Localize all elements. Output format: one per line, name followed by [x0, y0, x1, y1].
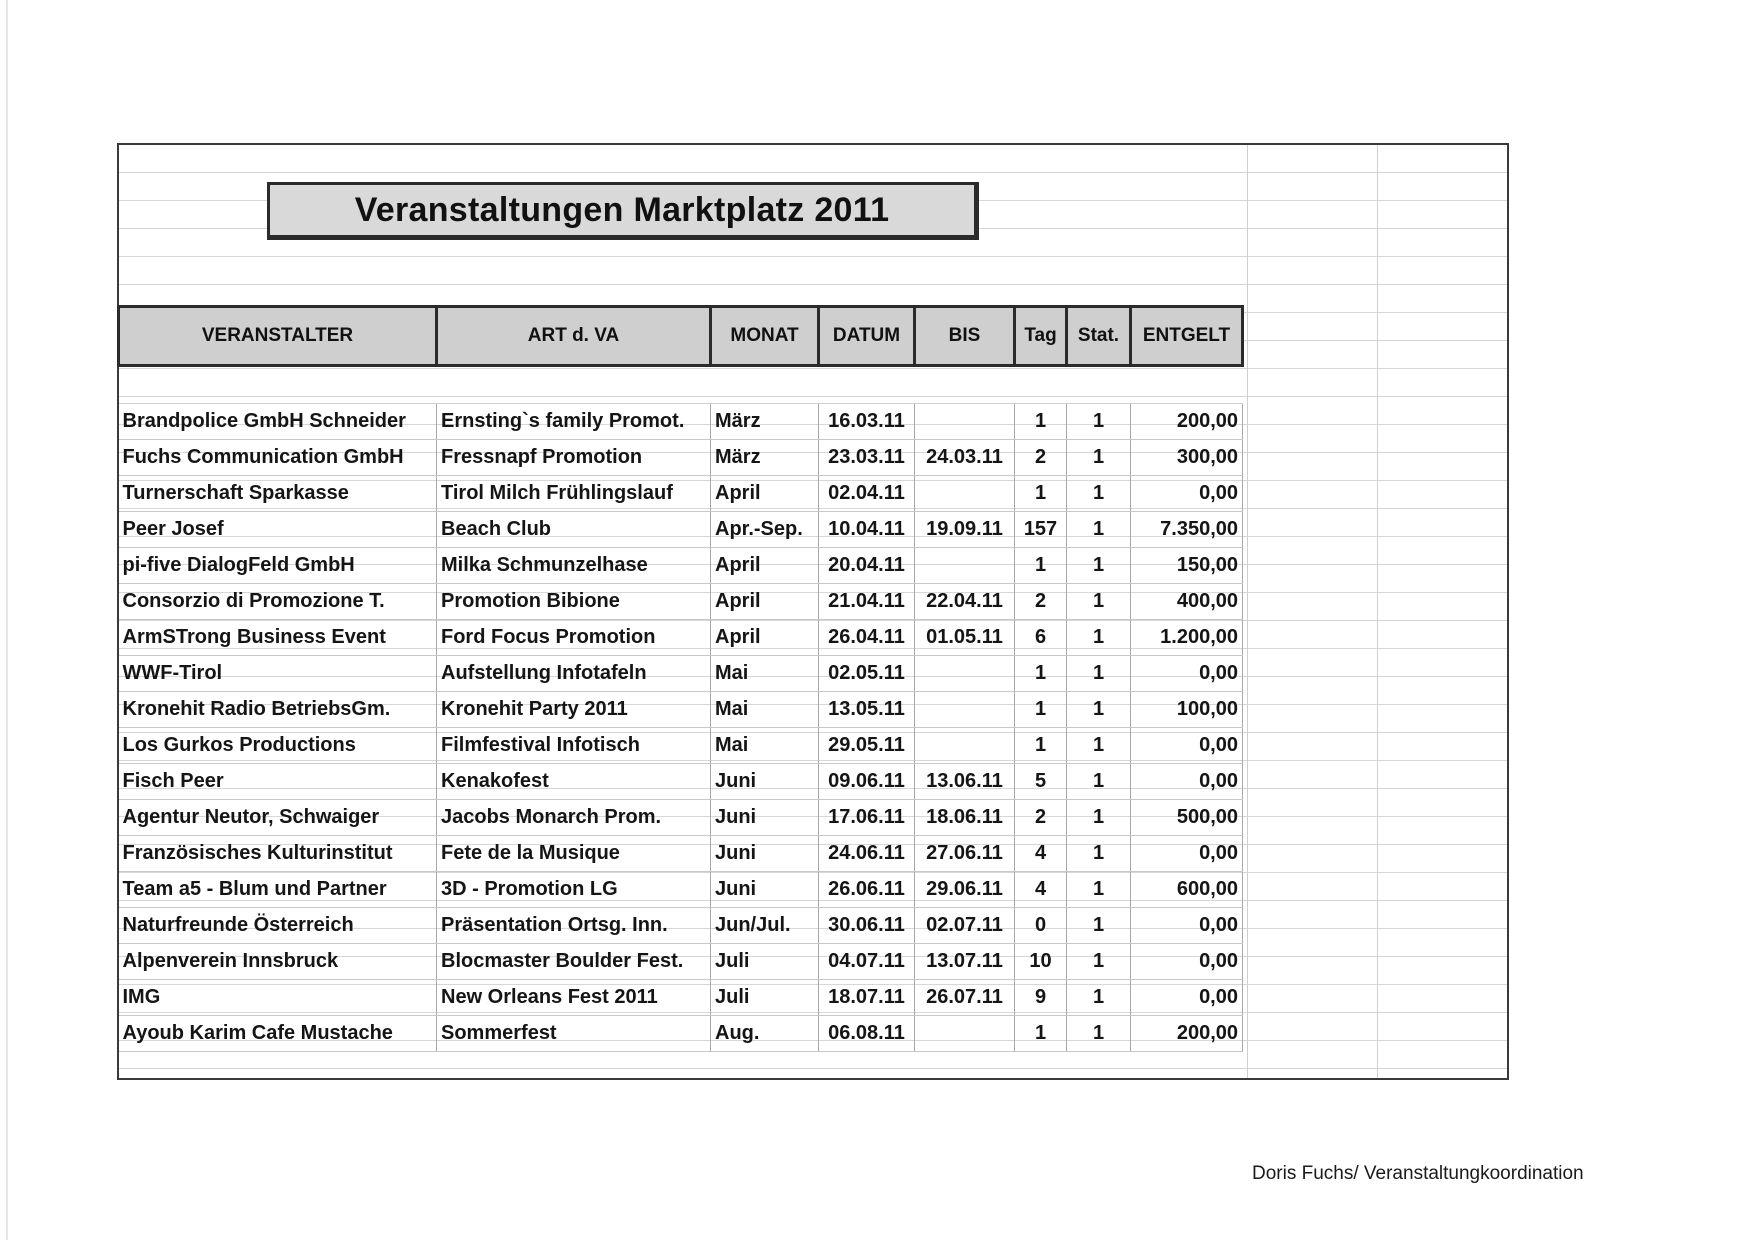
table-row — [119, 836, 1243, 872]
cell-art: Jacobs Monarch Prom. — [437, 800, 711, 836]
cell-stat: 1 — [1067, 656, 1131, 692]
cell-bis: 24.03.11 — [915, 440, 1015, 476]
header-entgelt: ENTGELT — [1131, 307, 1243, 366]
cell-bis — [915, 728, 1015, 764]
cell-bis: 13.07.11 — [915, 944, 1015, 980]
cell-stat: 1 — [1067, 800, 1131, 836]
cell-datum: 18.07.11 — [819, 980, 915, 1016]
cell-datum: 10.04.11 — [819, 512, 915, 548]
cell-stat: 1 — [1067, 692, 1131, 728]
cell-tag: 5 — [1015, 764, 1067, 800]
cell-veranstalter: Kronehit Radio BetriebsGm. — [119, 692, 437, 728]
cell-art: 3D - Promotion LG — [437, 872, 711, 908]
cell-entgelt: 0,00 — [1131, 476, 1243, 512]
table-row — [119, 908, 1243, 944]
cell-art: New Orleans Fest 2011 — [437, 980, 711, 1016]
cell-tag: 2 — [1015, 584, 1067, 620]
cell-tag: 1 — [1015, 728, 1067, 764]
table-row — [119, 440, 1243, 476]
cell-tag: 1 — [1015, 692, 1067, 728]
table-row — [119, 800, 1243, 836]
cell-monat: Juni — [711, 836, 819, 872]
cell-art: Ford Focus Promotion — [437, 620, 711, 656]
cell-bis: 22.04.11 — [915, 584, 1015, 620]
cell-veranstalter: Peer Josef — [119, 512, 437, 548]
grid-line — [1247, 145, 1248, 1078]
cell-bis — [915, 476, 1015, 512]
cell-bis — [915, 548, 1015, 584]
header-tag: Tag — [1015, 307, 1067, 366]
table-row — [119, 764, 1243, 800]
cell-bis: 27.06.11 — [915, 836, 1015, 872]
cell-datum: 09.06.11 — [819, 764, 915, 800]
cell-monat: März — [711, 440, 819, 476]
cell-tag: 4 — [1015, 836, 1067, 872]
cell-monat: Apr.-Sep. — [711, 512, 819, 548]
cell-art: Blocmaster Boulder Fest. — [437, 944, 711, 980]
cell-tag: 9 — [1015, 980, 1067, 1016]
cell-monat: Juni — [711, 800, 819, 836]
cell-tag: 1 — [1015, 476, 1067, 512]
cell-stat: 1 — [1067, 872, 1131, 908]
cell-tag: 2 — [1015, 440, 1067, 476]
table-row — [119, 584, 1243, 620]
cell-bis — [915, 1016, 1015, 1052]
cell-veranstalter: Alpenverein Innsbruck — [119, 944, 437, 980]
cell-stat: 1 — [1067, 908, 1131, 944]
table-row — [119, 944, 1243, 980]
cell-datum: 02.04.11 — [819, 476, 915, 512]
cell-entgelt: 0,00 — [1131, 656, 1243, 692]
cell-art: Tirol Milch Frühlingslauf — [437, 476, 711, 512]
table-row — [119, 512, 1243, 548]
cell-veranstalter: Fisch Peer — [119, 764, 437, 800]
cell-monat: Juli — [711, 944, 819, 980]
cell-stat: 1 — [1067, 476, 1131, 512]
cell-datum: 17.06.11 — [819, 800, 915, 836]
cell-art: Filmfestival Infotisch — [437, 728, 711, 764]
table-row — [119, 620, 1243, 656]
cell-bis: 29.06.11 — [915, 872, 1015, 908]
cell-monat: Aug. — [711, 1016, 819, 1052]
table-row — [119, 872, 1243, 908]
cell-stat: 1 — [1067, 944, 1131, 980]
cell-tag: 1 — [1015, 1016, 1067, 1052]
cell-entgelt: 150,00 — [1131, 548, 1243, 584]
page-edge — [6, 0, 8, 1240]
cell-tag: 10 — [1015, 944, 1067, 980]
cell-stat: 1 — [1067, 1016, 1131, 1052]
cell-art: Aufstellung Infotafeln — [437, 656, 711, 692]
cell-datum: 20.04.11 — [819, 548, 915, 584]
cell-tag: 6 — [1015, 620, 1067, 656]
cell-art: Promotion Bibione — [437, 584, 711, 620]
cell-art: Sommerfest — [437, 1016, 711, 1052]
cell-bis: 01.05.11 — [915, 620, 1015, 656]
cell-monat: April — [711, 620, 819, 656]
cell-stat: 1 — [1067, 512, 1131, 548]
cell-datum: 04.07.11 — [819, 944, 915, 980]
cell-stat: 1 — [1067, 584, 1131, 620]
cell-bis — [915, 656, 1015, 692]
cell-veranstalter: IMG — [119, 980, 437, 1016]
cell-entgelt: 500,00 — [1131, 800, 1243, 836]
cell-datum: 21.04.11 — [819, 584, 915, 620]
cell-monat: Jun/Jul. — [711, 908, 819, 944]
table-row — [119, 656, 1243, 692]
cell-veranstalter: pi-five DialogFeld GmbH — [119, 548, 437, 584]
spacer-row — [119, 366, 1243, 404]
table-row — [119, 692, 1243, 728]
cell-art: Fete de la Musique — [437, 836, 711, 872]
cell-stat: 1 — [1067, 728, 1131, 764]
cell-tag: 1 — [1015, 404, 1067, 440]
cell-entgelt: 7.350,00 — [1131, 512, 1243, 548]
table-row — [119, 548, 1243, 584]
cell-datum: 29.05.11 — [819, 728, 915, 764]
cell-entgelt: 0,00 — [1131, 908, 1243, 944]
cell-stat: 1 — [1067, 836, 1131, 872]
cell-bis: 18.06.11 — [915, 800, 1015, 836]
cell-entgelt: 200,00 — [1131, 1016, 1243, 1052]
cell-monat: Juni — [711, 764, 819, 800]
cell-entgelt: 300,00 — [1131, 440, 1243, 476]
cell-entgelt: 600,00 — [1131, 872, 1243, 908]
cell-datum: 23.03.11 — [819, 440, 915, 476]
footer-signature: Doris Fuchs/ Veranstaltungkoordination — [1252, 1163, 1584, 1184]
cell-art: Kronehit Party 2011 — [437, 692, 711, 728]
cell-monat: Mai — [711, 728, 819, 764]
table-body — [119, 366, 1243, 1052]
cell-bis: 19.09.11 — [915, 512, 1015, 548]
cell-entgelt: 0,00 — [1131, 944, 1243, 980]
cell-stat: 1 — [1067, 440, 1131, 476]
cell-tag: 1 — [1015, 548, 1067, 584]
cell-veranstalter: Französisches Kulturinstitut — [119, 836, 437, 872]
cell-veranstalter: Turnerschaft Sparkasse — [119, 476, 437, 512]
cell-veranstalter: Naturfreunde Österreich — [119, 908, 437, 944]
cell-entgelt: 0,00 — [1131, 836, 1243, 872]
cell-entgelt: 0,00 — [1131, 980, 1243, 1016]
cell-veranstalter: Agentur Neutor, Schwaiger — [119, 800, 437, 836]
header-art: ART d. VA — [437, 307, 711, 366]
events-table — [117, 305, 1244, 1052]
cell-veranstalter: Brandpolice GmbH Schneider — [119, 404, 437, 440]
cell-monat: April — [711, 584, 819, 620]
cell-art: Ernsting`s family Promot. — [437, 404, 711, 440]
spreadsheet-sheet — [117, 143, 1509, 1080]
cell-veranstalter: Consorzio di Promozione T. — [119, 584, 437, 620]
table-row — [119, 728, 1243, 764]
cell-datum: 26.04.11 — [819, 620, 915, 656]
cell-stat: 1 — [1067, 548, 1131, 584]
cell-datum: 30.06.11 — [819, 908, 915, 944]
cell-stat: 1 — [1067, 620, 1131, 656]
cell-veranstalter: Ayoub Karim Cafe Mustache — [119, 1016, 437, 1052]
cell-veranstalter: Fuchs Communication GmbH — [119, 440, 437, 476]
cell-entgelt: 400,00 — [1131, 584, 1243, 620]
grid-line — [1377, 145, 1378, 1078]
cell-entgelt: 0,00 — [1131, 764, 1243, 800]
cell-veranstalter: Team a5 - Blum und Partner — [119, 872, 437, 908]
table-row — [119, 1016, 1243, 1052]
cell-datum: 13.05.11 — [819, 692, 915, 728]
cell-bis: 13.06.11 — [915, 764, 1015, 800]
cell-art: Milka Schmunzelhase — [437, 548, 711, 584]
title-box — [267, 182, 979, 240]
cell-monat: Juni — [711, 872, 819, 908]
table-row — [119, 980, 1243, 1016]
cell-bis: 26.07.11 — [915, 980, 1015, 1016]
cell-monat: März — [711, 404, 819, 440]
header-bis: BIS — [915, 307, 1015, 366]
cell-tag: 0 — [1015, 908, 1067, 944]
cell-stat: 1 — [1067, 764, 1131, 800]
cell-entgelt: 100,00 — [1131, 692, 1243, 728]
cell-datum: 16.03.11 — [819, 404, 915, 440]
cell-veranstalter: ArmSTrong Business Event — [119, 620, 437, 656]
cell-entgelt: 1.200,00 — [1131, 620, 1243, 656]
cell-stat: 1 — [1067, 980, 1131, 1016]
cell-datum: 06.08.11 — [819, 1016, 915, 1052]
cell-bis: 02.07.11 — [915, 908, 1015, 944]
cell-tag: 2 — [1015, 800, 1067, 836]
header-veranstalter: VERANSTALTER — [119, 307, 437, 366]
page-title: Veranstaltungen Marktplatz 2011 — [354, 190, 890, 229]
cell-entgelt: 0,00 — [1131, 728, 1243, 764]
header-stat: Stat. — [1067, 307, 1131, 366]
cell-art: Präsentation Ortsg. Inn. — [437, 908, 711, 944]
cell-art: Beach Club — [437, 512, 711, 548]
cell-bis — [915, 692, 1015, 728]
table-row — [119, 404, 1243, 440]
cell-datum: 26.06.11 — [819, 872, 915, 908]
header-monat: MONAT — [711, 307, 819, 366]
header-row — [119, 307, 1243, 366]
cell-stat: 1 — [1067, 404, 1131, 440]
cell-entgelt: 200,00 — [1131, 404, 1243, 440]
cell-veranstalter: WWF-Tirol — [119, 656, 437, 692]
table-row — [119, 476, 1243, 512]
cell-tag: 157 — [1015, 512, 1067, 548]
cell-bis — [915, 404, 1015, 440]
cell-tag: 1 — [1015, 656, 1067, 692]
cell-art: Kenakofest — [437, 764, 711, 800]
cell-tag: 4 — [1015, 872, 1067, 908]
cell-veranstalter: Los Gurkos Productions — [119, 728, 437, 764]
cell-monat: April — [711, 476, 819, 512]
cell-monat: Mai — [711, 656, 819, 692]
cell-datum: 24.06.11 — [819, 836, 915, 872]
cell-monat: April — [711, 548, 819, 584]
cell-monat: Mai — [711, 692, 819, 728]
cell-datum: 02.05.11 — [819, 656, 915, 692]
cell-monat: Juli — [711, 980, 819, 1016]
cell-art: Fressnapf Promotion — [437, 440, 711, 476]
header-datum: DATUM — [819, 307, 915, 366]
